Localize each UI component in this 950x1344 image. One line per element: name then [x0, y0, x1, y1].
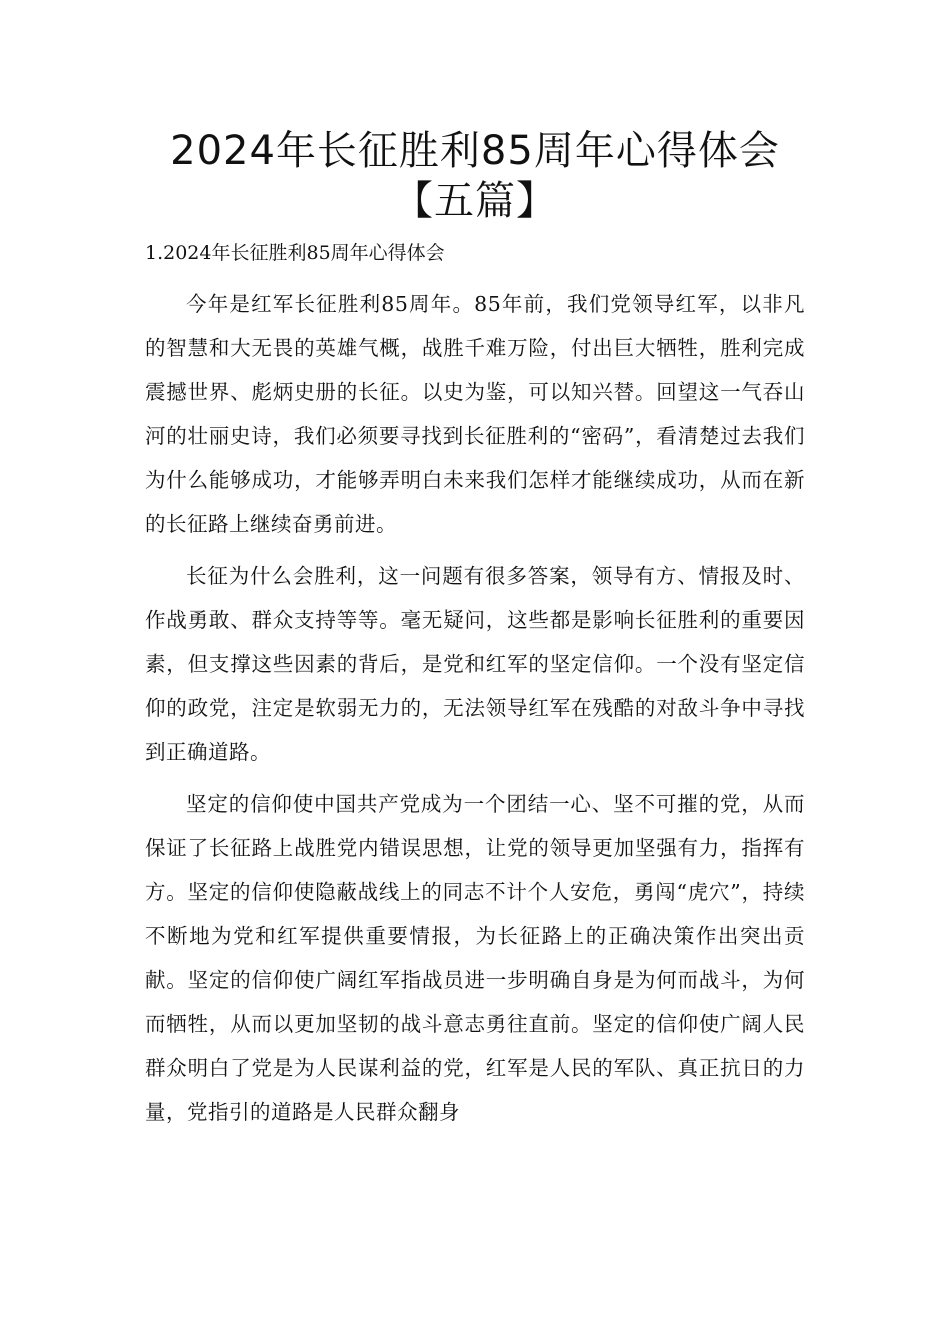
paragraph-3: 坚定的信仰使中国共产党成为一个团结一心、坚不可摧的党，从而保证了长征路上战胜党内错误思想，让党的领导更加坚强有力，指挥有方。坚定的信仰使隐蔽战线上的同志不计个人安危，勇闯“虎穴”，持续不断地为党和红军提供重要情报，为长征路上的正确决策作出突出贡献。坚定的信仰使广阔红军指战员进一步明确自身是为何而战斗，为何而牺牲，从而以更加坚韧的战斗意志勇往直前。坚定的信仰使广阔人民群众明白了党是为人民谋利益的党，红军是人民的军队、真正抗日的力量，党指引的道路是人民群众翻身 — [145, 792, 805, 1124]
document-body — [145, 282, 805, 1142]
paragraph-2: 长征为什么会胜利，这一问题有很多答案，领导有方、情报及时、作战勇敢、群众支持等等。毫无疑问，这些都是影响长征胜利的重要因素，但支撑这些因素的背后，是党和红军的坚定信仰。一个没有坚定信仰的政党，注定是软弱无力的，无法领导红军在残酷的对敌斗争中寻找到正确道路。 — [145, 564, 805, 764]
document-title: 2024年长征胜利85周年心得体会【五篇】 — [170, 128, 780, 224]
paragraph-1: 今年是红军长征胜利85周年。85年前，我们党领导红军，以非凡的智慧和大无畏的英雄气概，战胜千难万险，付出巨大牺牲，胜利完成震撼世界、彪炳史册的长征。以史为鉴，可以知兴替。回望这一气吞山河的壮丽史诗，我们必须要寻找到长征胜利的“密码”，看清楚过去我们为什么能够成功，才能够弄明白未来我们怎样才能继续成功，从而在新的长征路上继续奋勇前进。 — [145, 292, 805, 536]
section-heading: 1.2024年长征胜利85周年心得体会 — [145, 242, 445, 264]
